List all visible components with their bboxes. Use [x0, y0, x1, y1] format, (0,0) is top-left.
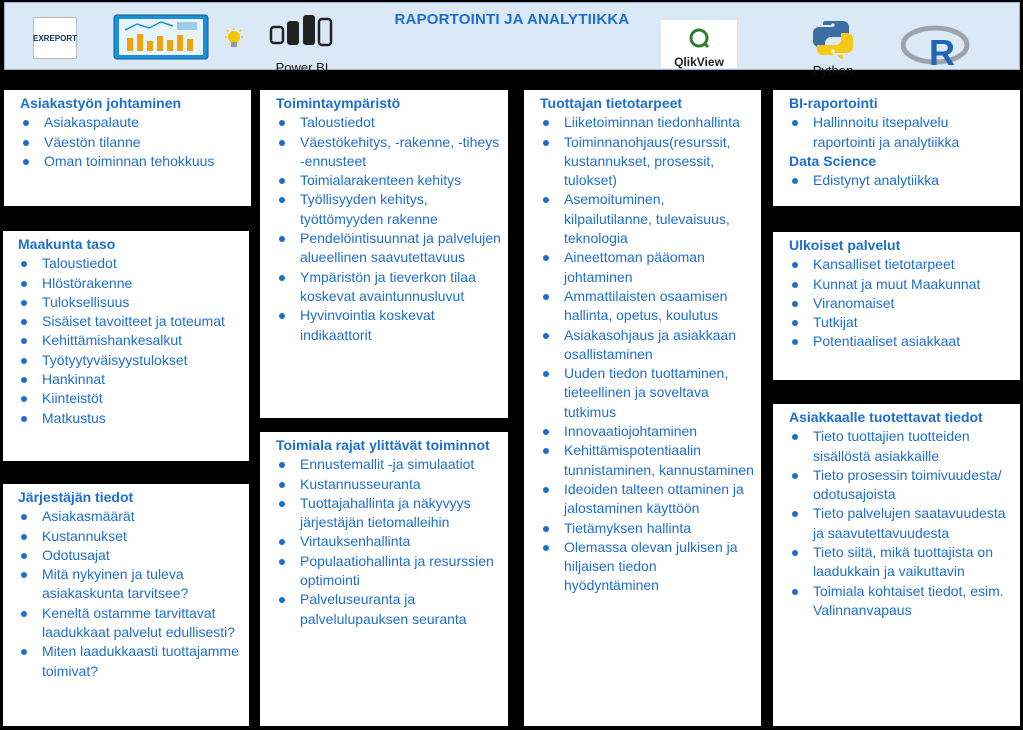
- list-item: Ennustemallit -ja simulaatiot: [300, 455, 502, 474]
- python-icon: [793, 17, 873, 59]
- list-item: Tieto prosessin toimivuudesta/ odotusajoista: [813, 466, 1014, 505]
- powerbi-label: Power BI: [275, 60, 329, 75]
- list-item: Kustannukset: [42, 527, 243, 546]
- r-logo-text: R: [929, 32, 955, 69]
- lightbulb-icon: [223, 27, 245, 51]
- section-title: Ulkoiset palvelut: [789, 237, 901, 253]
- list-item: Tuloksellisuus: [42, 293, 243, 312]
- list-item: Edistynyt analytiikka: [813, 171, 1014, 190]
- list-item: Virtauksenhallinta: [300, 532, 502, 551]
- qlikview-label: QlikView: [674, 55, 724, 69]
- header-banner: [4, 2, 1020, 78]
- box-toimintaymparisto: [260, 90, 508, 418]
- list-item: Olemassa olevan julkisen ja hiljaisen tiedon hyödyntäminen: [564, 538, 755, 596]
- box-jarjestajan-tiedot: [3, 484, 249, 726]
- list-item: Matkustus: [42, 409, 243, 428]
- list-item: Keneltä ostamme tarvittavat laadukkaat palvelut edullisesti?: [42, 604, 243, 643]
- list-item: Oman toiminnan tehokkuus: [44, 152, 245, 171]
- list-item: Työllisyyden kehitys, työttömyyden rakenne: [300, 190, 502, 229]
- list-item: Työtyytyväisyystulokset: [42, 351, 243, 370]
- item-list: [18, 254, 243, 428]
- list-item: Tieto siitä, mikä tuottajista on laadukkain ja vaikuttavin: [813, 543, 1014, 582]
- section-title: Toimiala rajat ylittävät toiminnot: [276, 437, 490, 453]
- page-title: RAPORTOINTI JA ANALYTIIKKA: [394, 11, 630, 28]
- list-item: Mitä nykyinen ja tuleva asiakaskunta tarvitsee?: [42, 565, 243, 604]
- item-list: [789, 427, 1014, 620]
- list-item: Hallinnoitu itsepalvelu raportointi ja analytiikka: [813, 113, 1014, 152]
- list-item: Innovaatiojohtaminen: [564, 422, 755, 441]
- section-title: Maakunta taso: [18, 236, 116, 252]
- list-item: Ideoiden talteen ottaminen ja jalostaminen käyttöön: [564, 480, 755, 519]
- list-item: Ammattilaisten osaamisen hallinta, opetus, koulutus: [564, 287, 755, 326]
- qlik-icon: [661, 20, 737, 54]
- list-item: Tieto palvelujen saatavuudesta ja saavutettavuudesta: [813, 504, 1014, 543]
- list-item: Tuottajahallinta ja näkyvyys järjestäjän tietomalleihin: [300, 494, 502, 533]
- list-item: Odotusajat: [42, 546, 243, 565]
- list-item: Potentiaaliset asiakkaat: [813, 332, 1014, 351]
- list-item: Liiketoiminnan tiedonhallinta: [564, 113, 755, 132]
- list-item: Sisäiset tavoitteet ja toteumat: [42, 312, 243, 331]
- list-item: Kunnat ja muut Maakunnat: [813, 275, 1014, 294]
- box-tuottajan-tietotarpeet: [524, 90, 761, 726]
- item-list: [540, 113, 755, 595]
- item-list: [20, 113, 245, 171]
- exreport-logo-text: EXREPORT: [33, 33, 78, 43]
- item-list: [18, 507, 243, 681]
- box-toimiala-rajat-ylittavat: [260, 432, 508, 726]
- box-asiakkaalle-tuotettavat-tiedot: [773, 404, 1020, 726]
- box-asiakastyon-johtaminen: [4, 90, 251, 206]
- list-item: Taloustiedot: [300, 113, 502, 132]
- section-title: Asiakastyön johtaminen: [20, 95, 182, 111]
- section-title: Toimintaympäristö: [276, 95, 401, 111]
- list-item: Pendelöintisuunnat ja palvelujen alueellinen saavutettavuus: [300, 229, 502, 268]
- list-item: Tutkijat: [813, 313, 1014, 332]
- list-item: Asemoituminen, kilpailutilanne, tulevaisuus, teknologia: [564, 190, 755, 248]
- list-item: Asiakasohjaus ja asiakkaan osallistaminen: [564, 326, 755, 365]
- list-item: Populaatiohallinta ja resurssien optimointi: [300, 552, 502, 591]
- list-item: Palveluseuranta ja palvelulupauksen seuranta: [300, 590, 502, 629]
- list-item: Toiminnanohjaus(resurssit, kustannukset, prosessit, tulokset): [564, 133, 755, 191]
- section-title: Asiakkaalle tuotettavat tiedot: [789, 409, 983, 425]
- list-item: Asiakaspalaute: [44, 113, 245, 132]
- list-item: Uuden tiedon tuottaminen, tieteellinen ja soveltava tutkimus: [564, 364, 755, 422]
- list-item: Hlöstörakenne: [42, 274, 243, 293]
- list-item: Toimialarakenteen kehitys: [300, 171, 502, 190]
- list-item: Väestön tilanne: [44, 133, 245, 152]
- item-list: [789, 113, 1014, 152]
- list-item: Kehittämishankesalkut: [42, 331, 243, 350]
- qlikview-logo: [661, 20, 737, 68]
- section-title: Tuottajan tietotarpeet: [540, 95, 683, 111]
- item-list: [276, 113, 502, 345]
- section-title: Järjestäjän tiedot: [18, 489, 134, 505]
- list-item: Hyvinvointia koskevat indikaattorit: [300, 306, 502, 345]
- item-list: [789, 171, 1014, 190]
- list-item: Toimiala kohtaiset tiedot, esim. Valinnanvapaus: [813, 582, 1014, 621]
- list-item: Hankinnat: [42, 370, 243, 389]
- list-item: Taloustiedot: [42, 254, 243, 273]
- python-label: Python: [812, 63, 854, 78]
- section-title: BI-raportointi: [789, 95, 878, 111]
- list-item: Tieto tuottajien tuotteiden sisällöstä asiakkaille: [813, 427, 1014, 466]
- list-item: Väestökehitys, -rakenne, -tiheys -ennusteet: [300, 133, 502, 172]
- box-bi-raportointi: [773, 90, 1020, 206]
- list-item: Aineettoman pääoman johtaminen: [564, 248, 755, 287]
- r-logo: [901, 25, 973, 73]
- list-item: Kustannusseuranta: [300, 475, 502, 494]
- list-item: Tietämyksen hallinta: [564, 519, 755, 538]
- python-logo: [793, 17, 873, 78]
- list-item: Viranomaiset: [813, 294, 1014, 313]
- box-ulkoiset-palvelut: [773, 232, 1020, 380]
- box-maakunta-taso: [3, 231, 249, 461]
- item-list: [276, 455, 502, 629]
- list-item: Kehittämispotentiaalin tunnistaminen, kannustaminen: [564, 441, 755, 480]
- list-item: Ympäristön ja tieverkon tilaa koskevat avaintunnusluvut: [300, 268, 502, 307]
- list-item: Miten laadukkaasti tuottajamme toimivat?: [42, 642, 243, 681]
- section-title: Data Science: [789, 152, 877, 169]
- list-item: Kiinteistöt: [42, 389, 243, 408]
- item-list: [789, 255, 1014, 351]
- list-item: Asiakasmäärät: [42, 507, 243, 526]
- list-item: Kansalliset tietotarpeet: [813, 255, 1014, 274]
